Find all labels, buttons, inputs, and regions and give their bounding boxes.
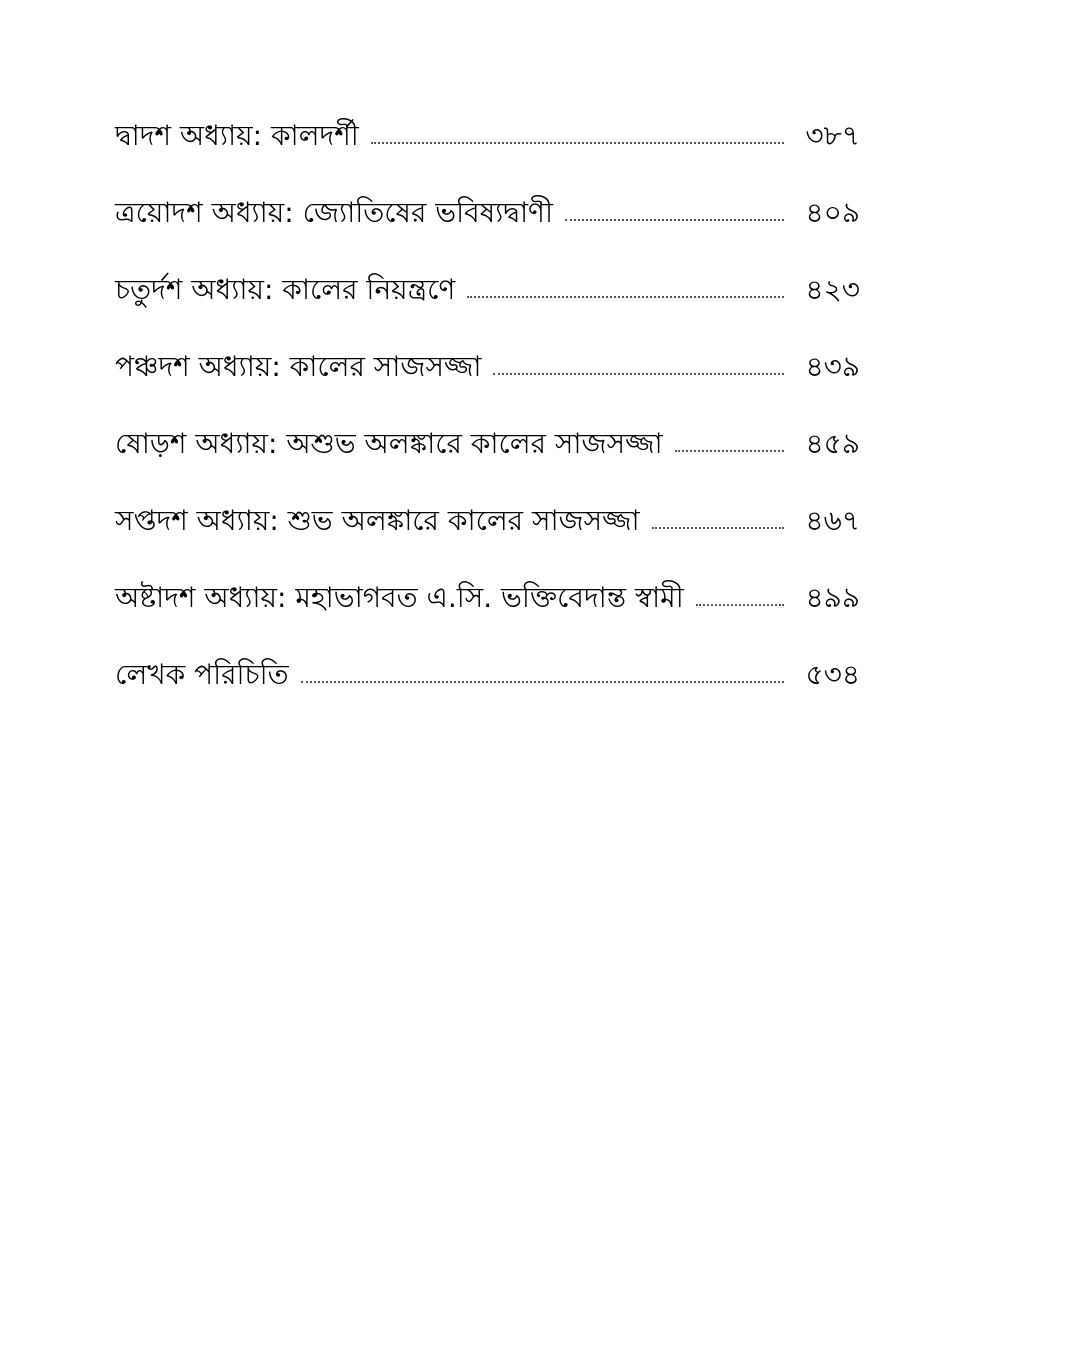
toc-entry-page: ৩৮৭	[805, 119, 860, 153]
leader-dots	[371, 142, 784, 144]
toc-entry	[115, 639, 860, 692]
toc-entry	[115, 331, 860, 384]
toc-entry-title: পঞ্চদশ অধ্যায়: কালের সাজসজ্জা	[115, 350, 482, 384]
toc-entry	[115, 485, 860, 538]
toc-entry-title: ত্রয়োদশ অধ্যায়: জ্যোতিষের ভবিষ্যদ্বাণী	[115, 196, 554, 230]
leader-dots	[301, 681, 784, 683]
toc-entry-page: ৪৩৯	[805, 350, 860, 384]
toc-entry-page: ৫৩৪	[805, 658, 860, 692]
leader-dots	[493, 373, 784, 375]
toc-entry-page: ৪৯৯	[805, 581, 860, 615]
toc-entry	[115, 100, 860, 153]
leader-dots	[675, 450, 784, 452]
toc-entry-page: ৪৫৯	[805, 427, 860, 461]
toc-entry-title: সপ্তদশ অধ্যায়: শুভ অলঙ্কারে কালের সাজসজ্জা	[115, 504, 640, 538]
table-of-contents	[115, 100, 860, 716]
leader-dots	[696, 604, 784, 606]
toc-entry-title: চতুর্দশ অধ্যায়: কালের নিয়ন্ত্রণে	[115, 273, 456, 307]
toc-entry-page: ৪২৩	[805, 273, 860, 307]
toc-entry-title: ষোড়শ অধ্যায়: অশুভ অলঙ্কারে কালের সাজসজ্জা	[115, 427, 663, 461]
toc-entry	[115, 562, 860, 615]
toc-entry-title: দ্বাদশ অধ্যায়: কালদর্শী	[115, 119, 359, 153]
leader-dots	[652, 527, 784, 529]
toc-entry-page: ৪০৯	[805, 196, 860, 230]
toc-entry	[115, 177, 860, 230]
leader-dots	[565, 219, 784, 221]
toc-entry-title: অষ্টাদশ অধ্যায়: মহাভাগবত এ.সি. ভক্তিবেদান্ত স্বামী	[115, 581, 684, 615]
toc-entry	[115, 408, 860, 461]
leader-dots	[467, 296, 784, 298]
toc-entry	[115, 254, 860, 307]
toc-entry-page: ৪৬৭	[805, 504, 860, 538]
toc-entry-title: লেখক পরিচিতি	[115, 658, 289, 692]
